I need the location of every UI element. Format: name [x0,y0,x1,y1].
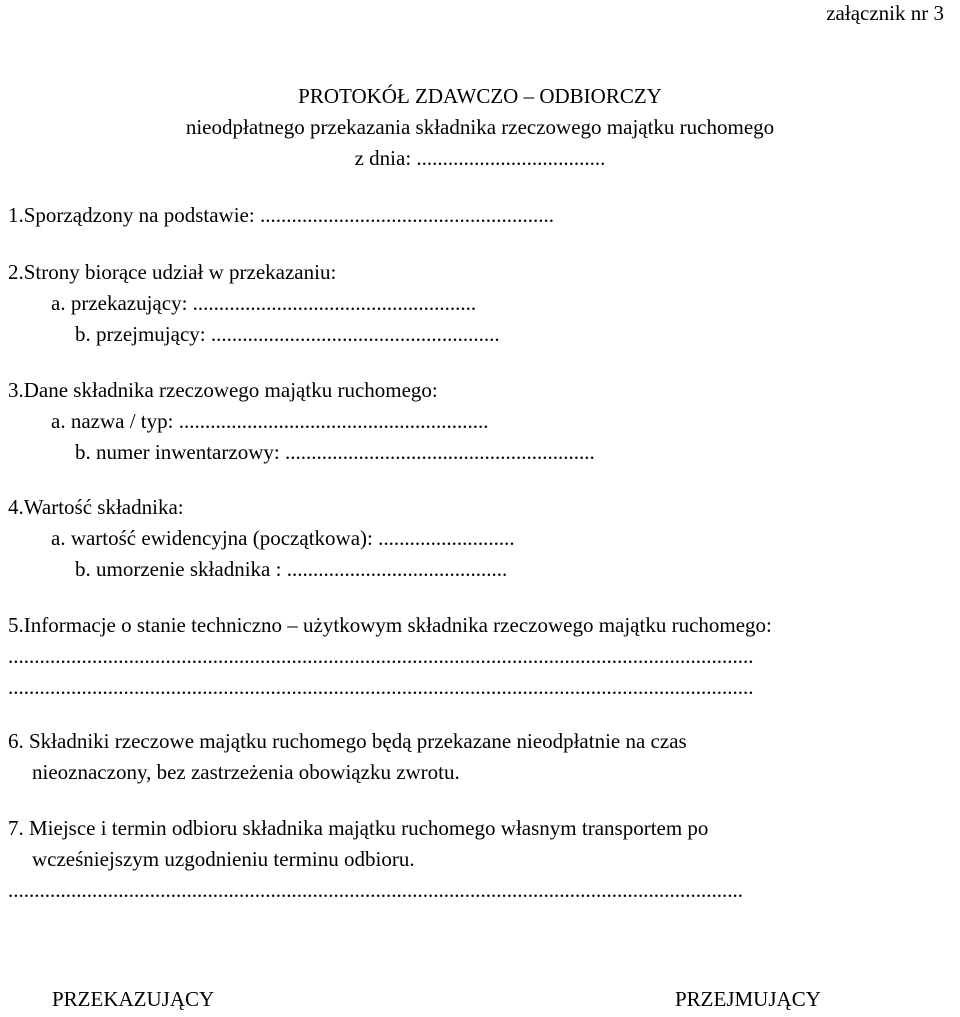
section-5-dots-line-2: .............................................................................................................................................. [8,677,754,698]
section-4-heading: 4.Wartość składnika: [8,495,184,519]
section-1-basis: 1.Sporządzony na podstawie: ........................................................ [8,203,554,227]
section-2-item-transferor: a. przekazujący: ...................................................... [51,291,477,315]
section-6-line-2: nieoznaczony, bez zastrzeżenia obowiązku zwrotu. [32,760,460,784]
signature-transferor: PRZEKAZUJĄCY [52,987,215,1011]
section-3-item-name: a. nazwa / typ: ........................................................... [51,409,489,433]
document-subtitle: nieodpłatnego przekazania składnika rzeczowego majątku ruchomego [185,115,775,139]
signature-recipient: PRZEJMUJĄCY [675,987,821,1011]
section-6-line-1: 6. Składniki rzeczowe majątku ruchomego będą przekazane nieodpłatnie na czas [8,729,687,753]
document-date: z dnia: .................................... [354,146,606,170]
section-2-heading: 2.Strony biorące udział w przekazaniu: [8,260,337,284]
section-7-line-1: 7. Miejsce i termin odbioru składnika majątku ruchomego własnym transportem po [8,816,709,840]
document-title: PROTOKÓŁ ZDAWCZO – ODBIORCZY [298,84,662,108]
section-5-dots-line-1: .............................................................................................................................................. [8,646,754,667]
attachment-label: załącznik nr 3 [826,1,944,25]
section-3-item-inventory: b. numer inwentarzowy: ........................................................... [75,440,595,464]
section-4-item-value: a. wartość ewidencyjna (początkowa): .......................... [51,526,515,550]
section-3-heading: 3.Dane składnika rzeczowego majątku ruchomego: [8,378,438,402]
section-7-line-2: wcześniejszym uzgodnieniu terminu odbioru. [32,847,415,871]
section-4-item-depreciation: b. umorzenie składnika : .......................................... [75,557,508,581]
section-2-item-recipient: b. przejmujący: ....................................................... [75,322,500,346]
section-5-heading: 5.Informacje o stanie techniczno – użytkowym składnika rzeczowego majątku ruchomego: [8,613,772,637]
section-7-dots-line: ............................................................................................................................................ [8,880,743,901]
